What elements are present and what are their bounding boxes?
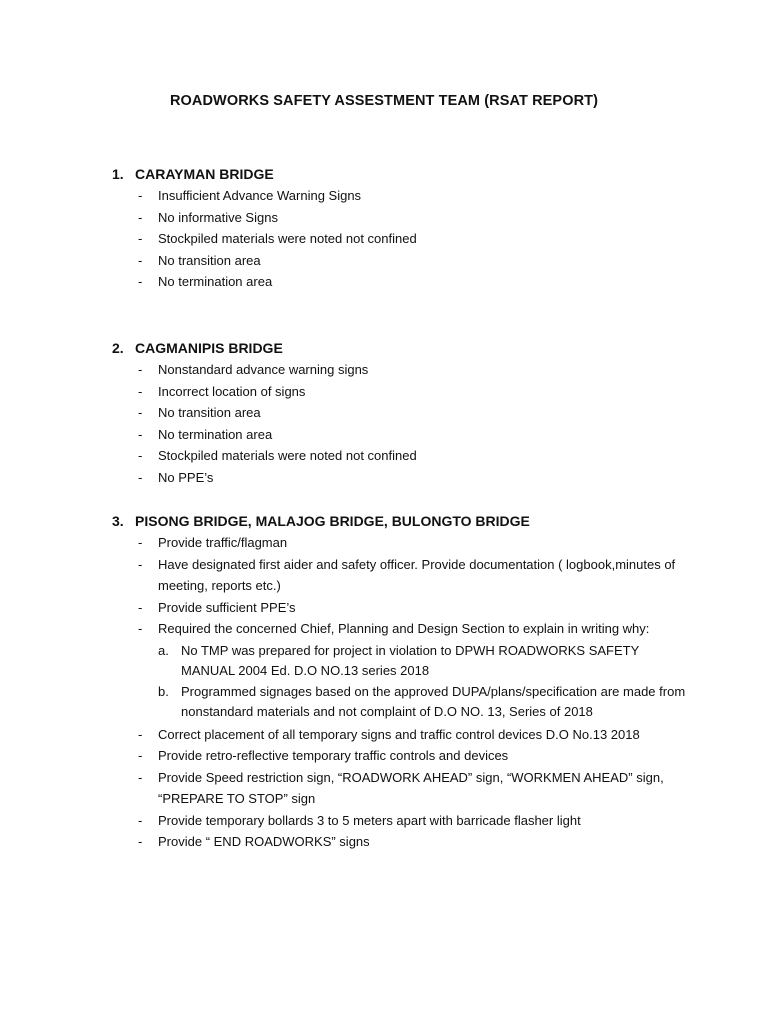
section-title: PISONG BRIDGE, MALAJOG BRIDGE, BULONGTO BRIDGE [135,513,530,529]
list-item-text: No PPE’s [158,469,214,485]
list-item-text: Have designated first aider and safety officer. Provide documentation ( logbook,minutes of meeting, reports etc.) [158,556,676,593]
bullet-dash: - [138,448,143,463]
section-number: 1. [112,166,124,182]
bullet-dash: - [138,362,143,377]
list-item [112,445,712,467]
list-item [112,810,692,832]
section-heading [112,337,712,359]
bullet-dash: - [138,834,143,849]
bullet-dash: - [138,535,143,550]
list-item [112,745,692,767]
sub-list-item [112,682,692,723]
bullet-dash: - [138,252,143,268]
list-item-text: No transition area [158,405,261,420]
list-item [112,424,712,446]
list-item-text: No termination area [158,274,273,289]
list-item-text: Stockpiled materials were noted not confined [158,231,417,246]
list-item [112,554,692,597]
list-item-text: Incorrect location of signs [158,383,306,399]
bullet-dash: - [138,274,143,289]
list-item [112,207,712,229]
list-item-text: No termination area [158,426,273,442]
list-item-text: Provide Speed restriction sign, “ROADWORK AHEAD” sign, “WORKMEN AHEAD” sign, “PREPARE TO STOP” sign [158,769,664,806]
bullet-dash: - [138,599,143,615]
bullet-dash: - [138,469,143,485]
list-item [112,359,712,381]
list-item [112,532,692,554]
section-heading [112,163,712,185]
sub-item-text: No TMP was prepared for project in violation to DPWH ROADWORKS SAFETY MANUAL 2004 Ed. D.O NO.13 series 2018 [181,642,640,678]
bullet-dash: - [138,726,143,742]
bullet-dash: - [138,209,143,225]
section-carayman-bridge [112,163,712,293]
bullet-dash: - [138,231,143,246]
section-number: 2. [112,340,124,356]
list-item-text: No informative Signs [158,209,278,225]
list-item-text: Provide “ END ROADWORKS” signs [158,834,370,849]
list-item [112,618,692,640]
bullet-dash: - [138,621,143,636]
list-item [112,250,712,272]
bullet-dash: - [138,383,143,399]
bullet-dash: - [138,769,143,785]
list-item [112,767,692,810]
bullet-dash: - [138,556,143,572]
list-item [112,271,712,293]
section-number: 3. [112,513,124,529]
bullet-dash: - [138,426,143,442]
list-item [112,724,692,746]
bullet-dash: - [138,812,143,828]
bullet-dash: - [138,188,143,203]
list-item-text: Provide temporary bollards 3 to 5 meters apart with barricade flasher light [158,812,581,828]
sub-list [112,641,692,723]
section-cagmanipis-bridge [112,337,712,488]
section-heading [112,510,692,532]
bullet-dash: - [138,405,143,420]
list-item-text: Insufficient Advance Warning Signs [158,188,362,203]
section-title: CARAYMAN BRIDGE [135,166,274,182]
list-item [112,831,692,853]
list-item-text: Correct placement of all temporary signs and traffic control devices D.O No.13 2018 [158,726,640,742]
list-item-text: No transition area [158,252,261,268]
sub-item-letter: a. [158,642,169,658]
list-item-text: Required the concerned Chief, Planning and Design Section to explain in writing why: [158,621,650,636]
list-item-text: Provide retro-reflective temporary traffic controls and devices [158,748,509,763]
sub-list-item [112,641,692,682]
sub-item-text: Programmed signages based on the approved DUPA/plans/specification are made from nonstandard materials and not complaint of D.O NO. 13, Series of 2018 [181,683,686,719]
list-item [112,185,712,207]
list-item [112,597,692,619]
list-item-text: Provide traffic/flagman [158,535,288,550]
list-item [112,381,712,403]
bullet-dash: - [138,748,143,763]
list-item [112,228,712,250]
report-title: ROADWORKS SAFETY ASSESTMENT TEAM (RSAT REPORT) [169,93,599,109]
list-item-text: Nonstandard advance warning signs [158,362,369,377]
list-item-text: Provide sufficient PPE’s [158,599,296,615]
list-item [112,402,712,424]
section-title: CAGMANIPIS BRIDGE [135,340,283,356]
list-item [112,467,712,489]
list-item-text: Stockpiled materials were noted not confined [158,448,417,463]
section-pisong-malajog-bulongto-bridge [112,510,692,853]
sub-item-letter: b. [158,683,169,699]
